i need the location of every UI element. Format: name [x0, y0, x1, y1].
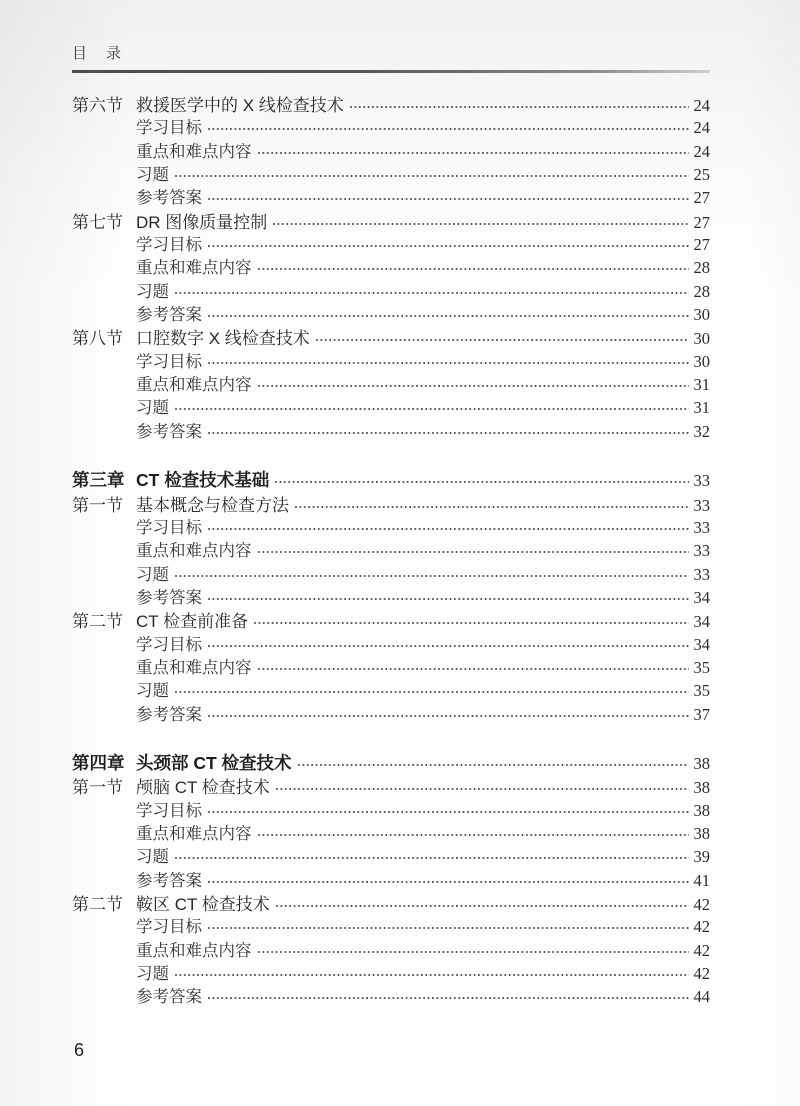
leader-dots	[258, 268, 689, 270]
toc-list	[72, 91, 710, 1007]
toc-entry-label: 第八节	[72, 329, 123, 349]
toc-entry-title: 参考答案	[136, 987, 202, 1007]
toc-entry-title: 学习目标	[136, 917, 202, 937]
toc-entry-title: 习题	[136, 165, 169, 185]
leader-dots	[208, 881, 689, 883]
toc-row	[72, 138, 710, 161]
leader-dots	[316, 339, 689, 341]
toc-entry-page: 33	[693, 471, 710, 491]
toc-row	[72, 324, 710, 347]
leader-dots	[273, 223, 688, 225]
toc-row	[72, 960, 710, 983]
toc-entry-page: 28	[693, 258, 710, 278]
toc-entry-title: 习题	[136, 398, 169, 418]
toc-row	[72, 797, 710, 820]
toc-entry-label: 第六节	[72, 96, 123, 115]
toc-entry-page: 24	[693, 96, 710, 115]
toc-row	[72, 231, 710, 254]
toc-row	[72, 584, 710, 607]
leader-dots	[258, 385, 689, 387]
toc-entry-title: DR 图像质量控制	[136, 212, 268, 232]
header-rule	[72, 70, 710, 73]
toc-row	[72, 371, 710, 394]
toc-entry-title: 重点和难点内容	[136, 258, 252, 278]
toc-row	[72, 561, 710, 584]
leader-dots	[208, 198, 689, 200]
toc-entry-page: 34	[693, 634, 710, 654]
footer-page-number: 6	[74, 1040, 85, 1060]
toc-entry-title: 习题	[136, 564, 169, 584]
toc-row	[72, 301, 710, 324]
toc-entry-label: 第三章	[72, 470, 125, 491]
leader-dots	[295, 506, 689, 508]
page-content	[72, 0, 710, 1007]
leader-dots	[175, 857, 689, 859]
toc-row	[72, 867, 710, 890]
toc-entry-label: 第二节	[72, 612, 123, 632]
toc-entry-page: 24	[693, 141, 710, 161]
toc-entry-page: 34	[693, 612, 710, 632]
toc-entry-title: 重点和难点内容	[136, 375, 252, 395]
toc-entry-page: 42	[693, 964, 710, 984]
toc-row	[72, 394, 710, 417]
toc-entry-title: 学习目标	[136, 351, 202, 371]
toc-entry-title: 习题	[136, 964, 169, 984]
toc-entry-page: 35	[693, 657, 710, 677]
toc-entry-label: 第七节	[72, 212, 123, 232]
toc-entry-page: 30	[693, 329, 710, 349]
toc-row	[72, 208, 710, 231]
leader-dots	[276, 905, 689, 907]
toc-entry-page: 34	[693, 587, 710, 607]
toc-entry-page: 30	[693, 351, 710, 371]
leader-dots	[258, 834, 689, 836]
toc-entry-page: 30	[693, 305, 710, 325]
leader-dots	[175, 974, 689, 976]
toc-entry-title: 习题	[136, 681, 169, 701]
toc-row	[72, 114, 710, 137]
toc-entry-page: 31	[693, 375, 710, 395]
toc-entry-title: 学习目标	[136, 235, 202, 255]
toc-entry-label: 第一节	[72, 778, 123, 798]
leader-dots	[208, 432, 689, 434]
toc-entry-title: 基本概念与检查方法	[136, 495, 289, 515]
toc-entry-page: 25	[693, 165, 710, 185]
toc-entry-title: 参考答案	[136, 421, 202, 441]
leader-dots	[350, 106, 689, 108]
toc-entry-title: 重点和难点内容	[136, 657, 252, 677]
toc-entry-page: 33	[693, 495, 710, 515]
leader-dots	[258, 668, 689, 670]
toc-row	[72, 701, 710, 724]
toc-entry-page: 38	[693, 778, 710, 798]
toc-row	[72, 278, 710, 301]
leader-dots	[208, 811, 689, 813]
leader-dots	[208, 128, 689, 130]
toc-entry-title: 鞍区 CT 检查技术	[136, 895, 270, 914]
toc-entry-title: 学习目标	[136, 517, 202, 537]
leader-dots	[175, 292, 689, 294]
toc-entry-title: 习题	[136, 281, 169, 301]
toc-entry-title: 参考答案	[136, 188, 202, 208]
toc-entry-title: 颅脑 CT 检查技术	[136, 778, 270, 798]
leader-dots	[208, 245, 689, 247]
toc-row	[72, 654, 710, 677]
toc-row	[72, 820, 710, 843]
toc-row	[72, 514, 710, 537]
toc-entry-page: 41	[693, 870, 710, 890]
toc-entry-page: 27	[693, 235, 710, 255]
leader-dots	[208, 645, 689, 647]
toc-entry-title: 重点和难点内容	[136, 940, 252, 960]
toc-entry-title: 口腔数字 X 线检查技术	[136, 329, 310, 349]
leader-dots	[258, 951, 689, 953]
toc-entry-page: 27	[693, 188, 710, 208]
toc-row	[72, 184, 710, 207]
toc-entry-page: 28	[693, 281, 710, 301]
toc-row	[72, 937, 710, 960]
toc-row	[72, 843, 710, 866]
toc-entry-page: 31	[693, 398, 710, 418]
leader-dots	[258, 551, 689, 553]
toc-entry-page: 42	[693, 917, 710, 937]
toc-row	[72, 983, 710, 1006]
leader-dots	[208, 927, 689, 929]
toc-entry-title: 参考答案	[136, 870, 202, 890]
toc-entry-title: 重点和难点内容	[136, 823, 252, 843]
toc-entry-title: CT 检查前准备	[136, 612, 249, 632]
toc-entry-title: 重点和难点内容	[136, 541, 252, 561]
toc-entry-title: 重点和难点内容	[136, 141, 252, 161]
toc-entry-title: CT 检查技术基础	[136, 470, 270, 491]
leader-dots	[175, 691, 689, 693]
leader-dots	[175, 408, 689, 410]
toc-row	[72, 467, 710, 490]
leader-dots	[275, 481, 688, 483]
toc-entry-title: 参考答案	[136, 305, 202, 325]
toc-entry-page: 38	[693, 753, 710, 773]
toc-row	[72, 418, 710, 441]
leader-dots	[298, 764, 689, 766]
toc-entry-title: 学习目标	[136, 634, 202, 654]
leader-dots	[276, 788, 689, 790]
leader-dots	[208, 315, 689, 317]
toc-row	[72, 913, 710, 936]
toc-entry-title: 学习目标	[136, 118, 202, 138]
toc-entry-page: 38	[693, 800, 710, 820]
toc-entry-label: 第一节	[72, 495, 123, 515]
toc-row	[72, 91, 710, 114]
toc-row	[72, 890, 710, 913]
toc-entry-page: 27	[693, 212, 710, 232]
toc-entry-page: 33	[693, 564, 710, 584]
toc-entry-title: 学习目标	[136, 800, 202, 820]
leader-dots	[208, 598, 689, 600]
toc-entry-page: 33	[693, 541, 710, 561]
toc-row	[72, 537, 710, 560]
leader-dots	[208, 362, 689, 364]
toc-entry-title: 参考答案	[136, 587, 202, 607]
toc-row	[72, 491, 710, 514]
toc-row	[72, 348, 710, 371]
toc-row	[72, 773, 710, 796]
toc-entry-page: 42	[693, 895, 710, 914]
leader-dots	[175, 575, 689, 577]
toc-row	[72, 677, 710, 700]
toc-entry-page: 38	[693, 823, 710, 843]
toc-entry-page: 33	[693, 517, 710, 537]
leader-dots	[208, 528, 689, 530]
toc-row	[72, 750, 710, 773]
leader-dots	[254, 622, 688, 624]
toc-row	[72, 607, 710, 630]
toc-entry-title: 参考答案	[136, 704, 202, 724]
page-title: 目 录	[72, 46, 124, 62]
toc-row	[72, 254, 710, 277]
toc-entry-title: 习题	[136, 847, 169, 867]
toc-entry-page: 37	[693, 704, 710, 724]
toc-entry-page: 42	[693, 940, 710, 960]
leader-dots	[175, 175, 689, 177]
toc-entry-label: 第四章	[72, 752, 125, 773]
leader-dots	[258, 152, 689, 154]
toc-row	[72, 161, 710, 184]
toc-entry-title: 救援医学中的 X 线检查技术	[136, 96, 344, 115]
leader-dots	[208, 997, 689, 999]
leader-dots	[208, 715, 689, 717]
toc-entry-page: 35	[693, 681, 710, 701]
toc-entry-label: 第二节	[72, 895, 123, 914]
toc-entry-page: 32	[693, 421, 710, 441]
toc-row	[72, 631, 710, 654]
toc-entry-page: 24	[693, 118, 710, 138]
toc-entry-title: 头颈部 CT 检查技术	[136, 752, 292, 773]
toc-entry-page: 39	[693, 847, 710, 867]
toc-entry-page: 44	[693, 987, 710, 1007]
